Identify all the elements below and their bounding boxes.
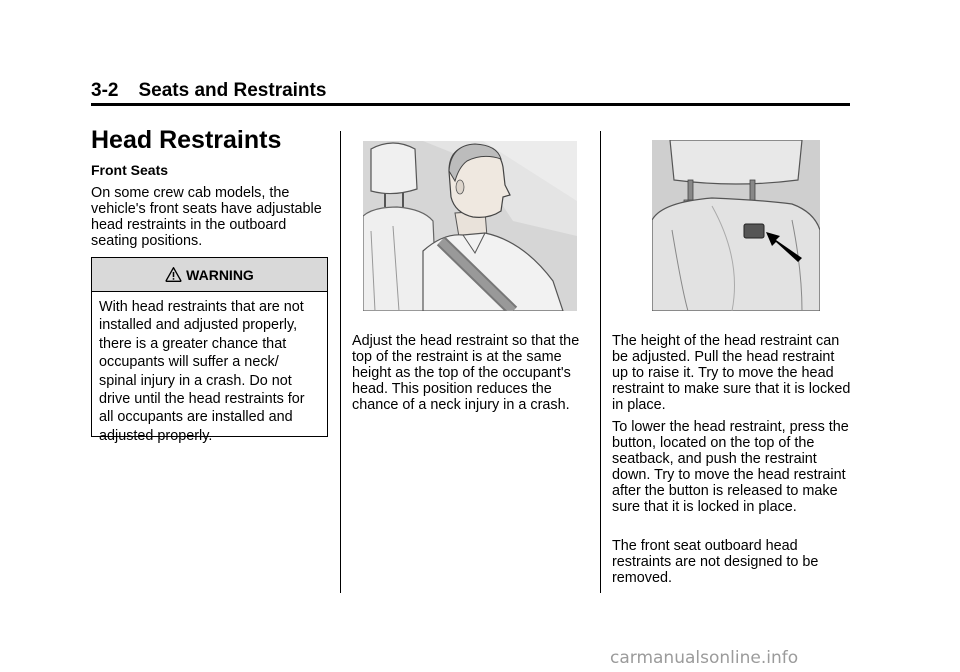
removal-note-paragraph: The front seat outboard head restraints are not designed to be removed. xyxy=(612,538,819,586)
warning-header xyxy=(92,258,327,292)
column-divider-left xyxy=(340,131,341,593)
page-number: 3-2 xyxy=(91,80,119,101)
section-title: Head Restraints xyxy=(91,126,282,154)
height-adjust-paragraph: The height of the head restraint can be adjusted. Pull the head restraint up to raise it. Try to move the head restraint to make sure that it is locked in place. xyxy=(612,333,851,413)
lower-restraint-paragraph: To lower the head restraint, press the button, located on the top of the seatback, and push the restraint down. Try to move the head restraint after the button is released to make sure that it is locked in place. xyxy=(612,419,849,515)
subheading: Front Seats xyxy=(91,162,169,178)
watermark-text: carmanualsonline.info xyxy=(610,648,799,668)
adjust-instructions: Adjust the head restraint so that the top of the restraint is at the same height as the top of the occupant's head. This position reduces the chance of a neck injury in a crash. xyxy=(352,333,580,413)
header-rule xyxy=(91,103,850,106)
page-header xyxy=(91,80,326,102)
head-restraint-button-figure xyxy=(652,140,820,311)
intro-paragraph: On some crew cab models, the vehicle's front seats have adjustable head restraints in the outboard seating positions. xyxy=(91,185,322,249)
warning-label: WARNING xyxy=(186,266,254,283)
driver-head-restraint-figure xyxy=(363,141,577,311)
warning-triangle-icon xyxy=(165,266,182,283)
column-divider-right xyxy=(600,131,601,593)
warning-text: With head restraints that are not installed and adjusted properly, there is a greater chance that occupants will suffer a neck/ spinal injury in a crash. Do not drive until the head restraints for all occupants are installed and adjusted properly. xyxy=(99,299,305,444)
warning-box xyxy=(91,257,328,444)
chapter-title: Seats and Restraints xyxy=(138,80,327,101)
